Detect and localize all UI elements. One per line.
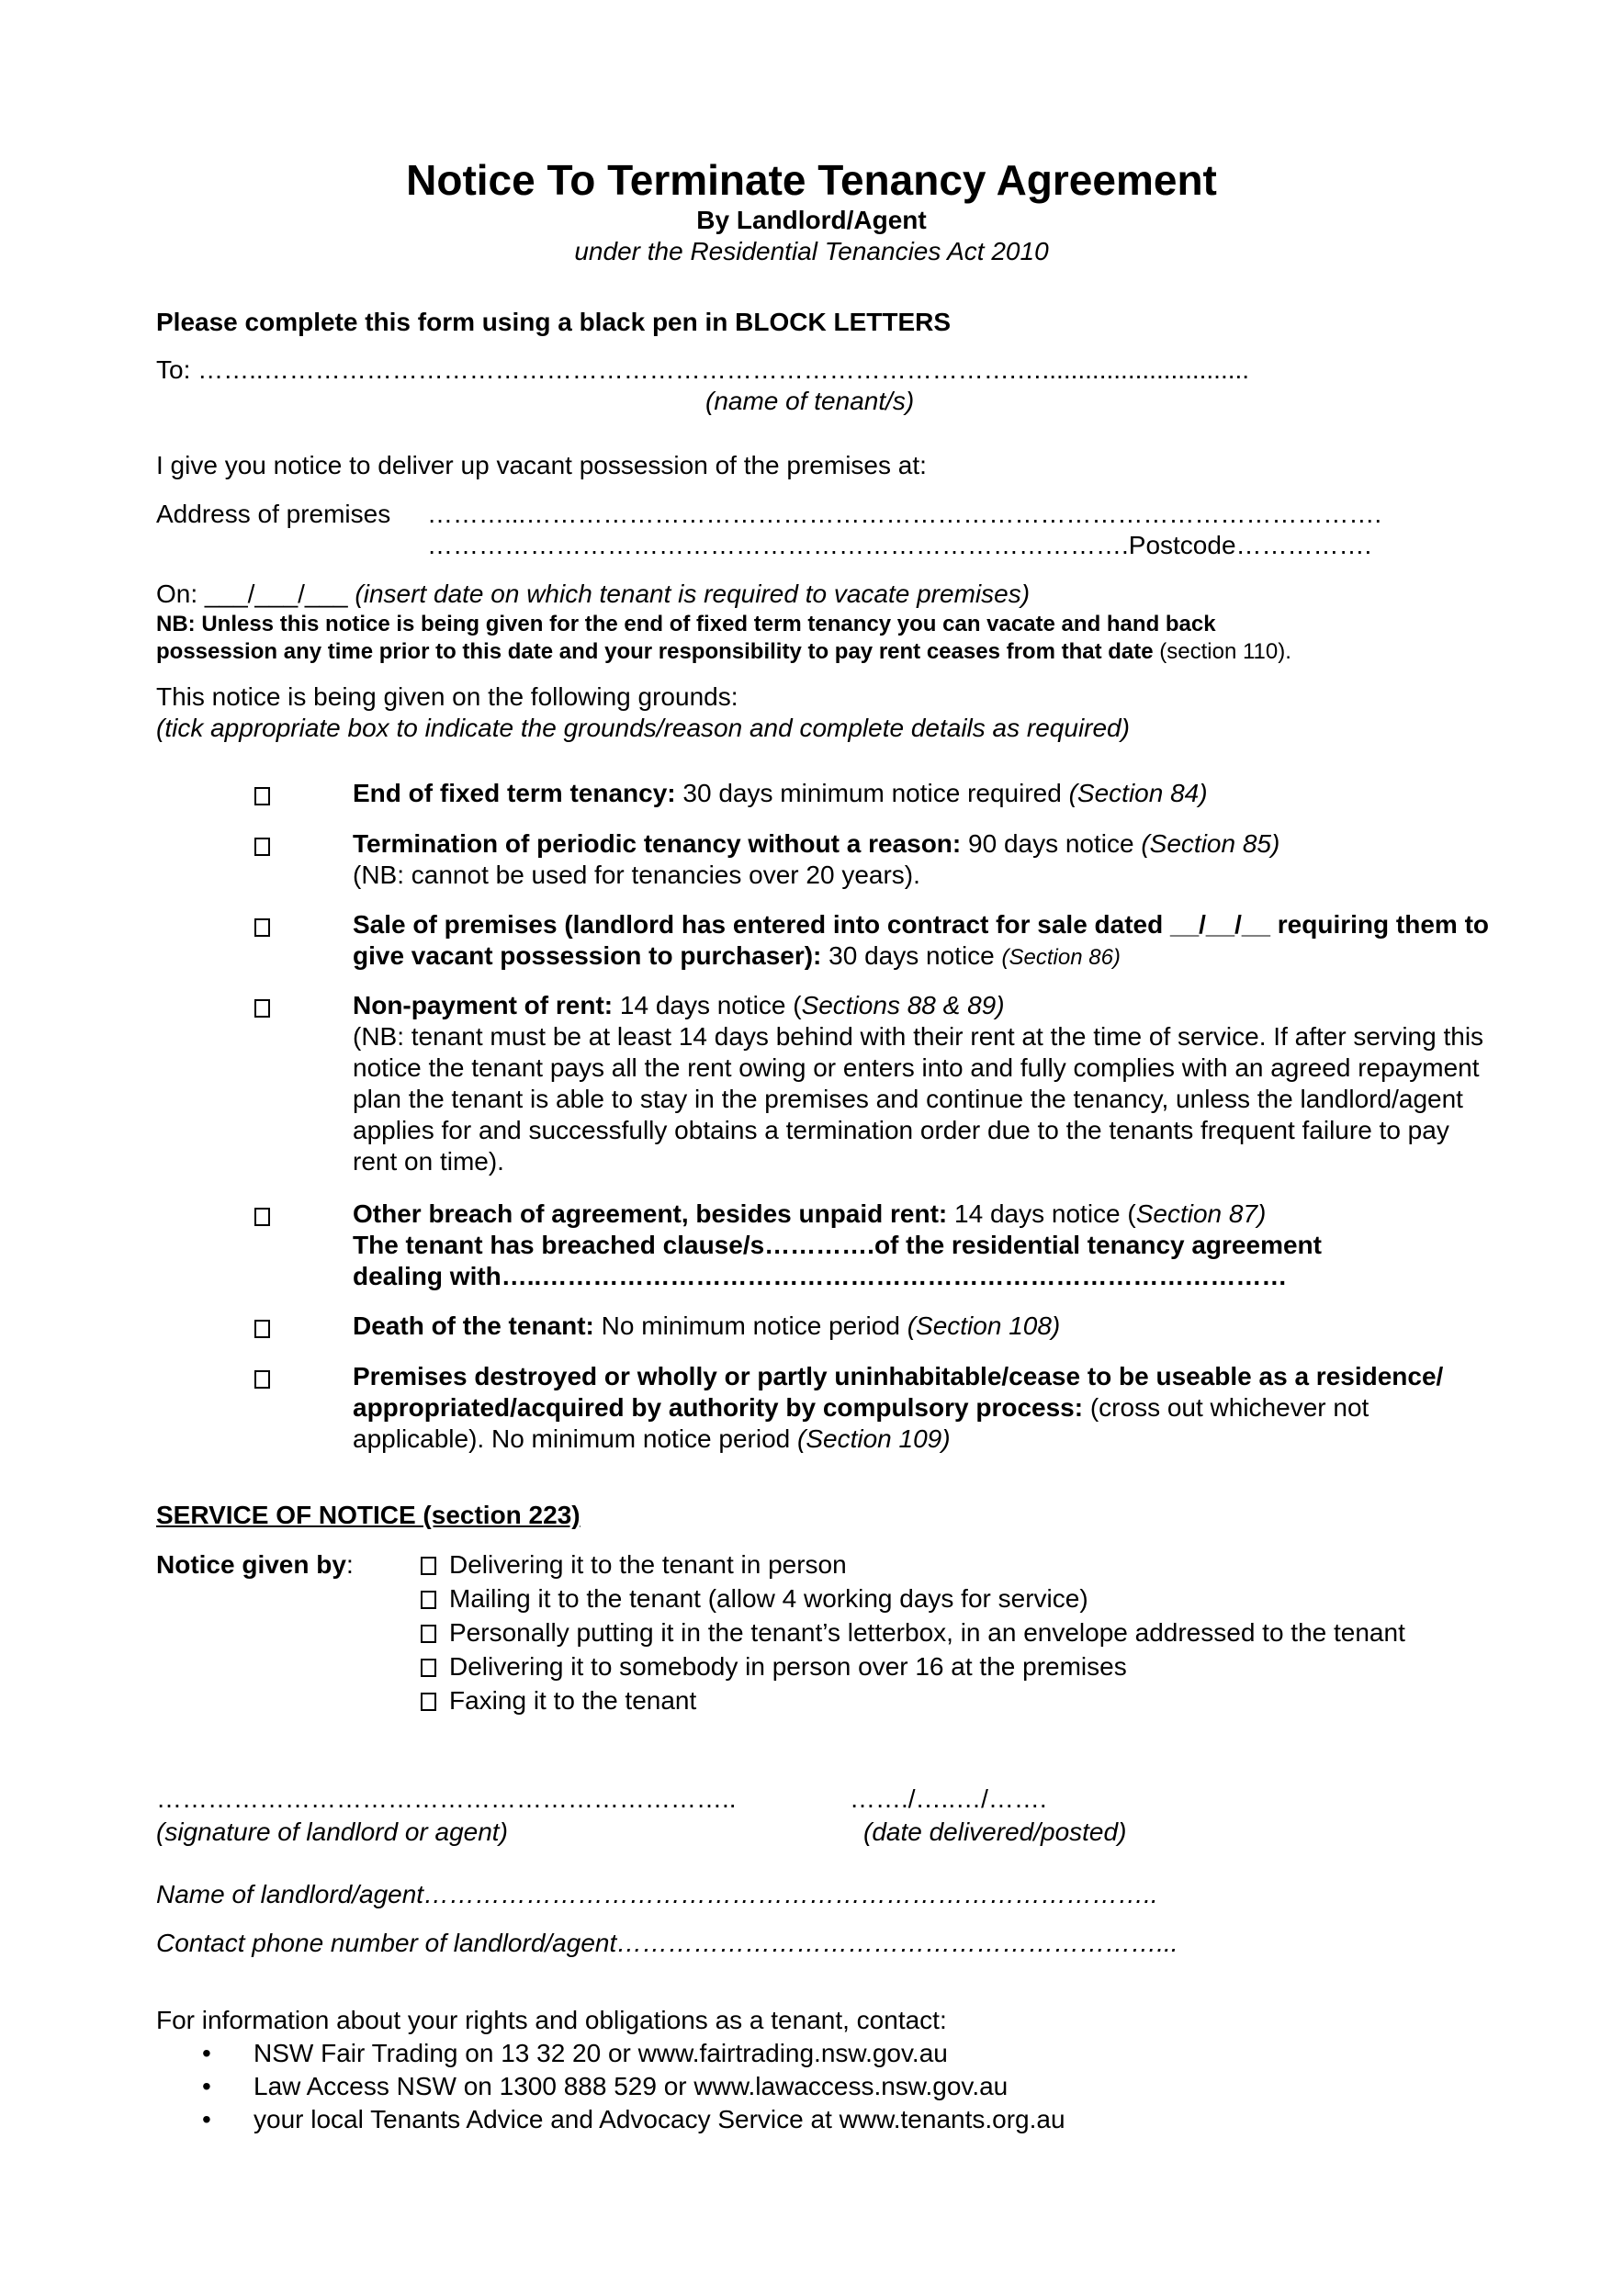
act-reference: under the Residential Tenancies Act 2010 <box>574 237 1049 265</box>
ground-5-section: Section 87) <box>1135 1199 1267 1228</box>
ground-7-title: Premises destroyed or wholly or partly uninhabitable/cease to be useable as a residence/ appropriated/acquired by authority by compulsory process: <box>353 1362 1444 1422</box>
ground-4-section: Sections 88 & 89) <box>801 991 1005 1019</box>
ground-5-title: Other breach of agreement, besides unpaid rent: <box>353 1199 948 1228</box>
ground-3 <box>353 909 1492 974</box>
ground-1-text: 30 days minimum notice required <box>675 779 1069 807</box>
nb-section-ref: (section 110). <box>1153 639 1291 664</box>
service-option-3-label: Personally putting it in the tenant’s letterbox, in an envelope addressed to the tenant <box>449 1618 1405 1647</box>
notice-given-by-text: Notice given by <box>156 1550 346 1579</box>
ground-6-title: Death of the tenant: <box>353 1311 594 1340</box>
service-heading: SERVICE OF NOTICE (section 223) <box>156 1501 580 1529</box>
on-label: On: <box>156 580 198 608</box>
ground-5 <box>353 1199 1492 1292</box>
bullet-1: • <box>202 2039 211 2067</box>
ground-3-checkbox[interactable] <box>254 918 270 940</box>
ground-5-clause-field[interactable]: The tenant has breached clause/s………….of the residential tenancy agreement <box>353 1231 1322 1259</box>
service-option-2-label: Mailing it to the tenant (allow 4 working days for service) <box>449 1584 1088 1613</box>
ground-7-text: (cross out whichever not applicable). No minimum notice period <box>353 1393 1369 1453</box>
signature-field[interactable]: ………………………………………………………….. <box>156 1784 737 1813</box>
notice-given-by-label <box>156 1549 354 1581</box>
possession-text: I give you notice to deliver up vacant possession of the premises at: <box>156 451 927 479</box>
to-dots: ……..…………………………………………………………………………….…............................. <box>197 355 1250 384</box>
info-tenants-advice: your local Tenants Advice and Advocacy Service at www.tenants.org.au <box>254 2105 1065 2133</box>
ground-7-checkbox[interactable] <box>254 1370 270 1391</box>
service-option-3-checkbox[interactable] <box>421 1625 436 1643</box>
ground-2 <box>353 828 1492 891</box>
ground-6 <box>353 1311 1492 1342</box>
ground-4-note: (NB: tenant must be at least 14 days behind with their rent at the time of service. If after serving this notice the tenant pays all the rent owing or enters into and fully complies with an agreed repayment plan the tenant is able to stay in the premises and continue the tenancy, unless the landlord/agent applies for and successfully obtains a termination order due to the tenants frequent failure to pay rent on time). <box>353 1022 1484 1176</box>
to-field[interactable] <box>156 355 1249 386</box>
document-title: Notice To Terminate Tenancy Agreement <box>406 156 1217 204</box>
ground-6-text: No minimum notice period <box>593 1311 907 1340</box>
service-option-5[interactable] <box>421 1685 696 1716</box>
info-law-access: Law Access NSW on 1300 888 529 or www.lawaccess.nsw.gov.au <box>254 2072 1009 2100</box>
landlord-phone-field[interactable]: Contact phone number of landlord/agent………………………………………………………... <box>156 1929 1178 1957</box>
ground-2-text: 90 days notice <box>961 829 1142 858</box>
ground-2-section: (Section 85) <box>1141 829 1280 858</box>
service-option-4-label: Delivering it to somebody in person over 16 at the premises <box>449 1652 1127 1681</box>
service-option-2-checkbox[interactable] <box>421 1591 436 1609</box>
ground-1-title: End of fixed term tenancy: <box>353 779 676 807</box>
info-intro: For information about your rights and obligations as a tenant, contact: <box>156 2006 947 2034</box>
ground-3-title: Sale of premises (landlord has entered into contract for sale dated __/__/__ requiring them to give vacant possession to purchaser): <box>353 910 1489 970</box>
ground-4-text: 14 days notice ( <box>613 991 802 1019</box>
signature-caption: (signature of landlord or agent) <box>156 1818 508 1846</box>
ground-2-note: (NB: cannot be used for tenancies over 20 years). <box>353 861 920 889</box>
service-option-5-checkbox[interactable] <box>421 1693 436 1711</box>
document-subtitle: By Landlord/Agent <box>696 206 927 234</box>
address-label: Address of premises <box>156 500 391 528</box>
ground-4-checkbox[interactable] <box>254 999 270 1020</box>
ground-5-dealing-field[interactable]: dealing with…..…………………………………………………………………………… <box>353 1262 1288 1290</box>
bullet-2: • <box>202 2072 211 2100</box>
vacate-date-field[interactable]: ___/___/___ <box>204 580 348 608</box>
nb-line-1: NB: Unless this notice is being given for the end of fixed term tenancy you can vacate and hand back <box>156 612 1216 636</box>
service-option-4[interactable] <box>421 1651 1127 1683</box>
service-option-2[interactable] <box>421 1583 1088 1615</box>
nb-line-2 <box>156 637 1291 667</box>
landlord-name-field[interactable]: Name of landlord/agent………………………………………………………………………….. <box>156 1880 1158 1908</box>
bullet-3: • <box>202 2105 211 2133</box>
date-delivered-caption: (date delivered/posted) <box>863 1818 1127 1846</box>
ground-3-text: 30 days notice <box>821 941 1002 970</box>
instructions: Please complete this form using a black pen in BLOCK LETTERS <box>156 308 952 336</box>
address-line-2[interactable]: ……………………………………………………………………….Postcode……………. <box>427 531 1372 559</box>
ground-1-section: (Section 84) <box>1068 779 1208 807</box>
service-option-1[interactable] <box>421 1549 847 1581</box>
vacate-date-row <box>156 579 1030 610</box>
ground-3-section: (Section 86) <box>1001 945 1121 970</box>
ground-2-checkbox[interactable] <box>254 838 270 859</box>
ground-1-checkbox[interactable] <box>254 787 270 808</box>
service-option-1-label: Delivering it to the tenant in person <box>449 1550 847 1579</box>
date-delivered-field[interactable]: ……./…..…/……. <box>850 1784 1047 1813</box>
service-option-1-checkbox[interactable] <box>421 1557 436 1575</box>
notice-given-by-colon: : <box>345 1550 354 1579</box>
grounds-intro: This notice is being given on the following grounds: <box>156 682 738 711</box>
grounds-hint: (tick appropriate box to indicate the grounds/reason and complete details as required) <box>156 714 1130 742</box>
to-label: To: <box>156 355 191 384</box>
service-option-4-checkbox[interactable] <box>421 1659 436 1677</box>
ground-7-section: (Section 109) <box>797 1424 951 1453</box>
info-fair-trading: NSW Fair Trading on 13 32 20 or www.fairtrading.nsw.gov.au <box>254 2039 948 2067</box>
ground-7 <box>353 1361 1492 1455</box>
ground-5-text: 14 days notice ( <box>947 1199 1136 1228</box>
nb-line-2-bold: possession any time prior to this date and your responsibility to pay rent ceases from that date <box>156 639 1154 664</box>
ground-4-title: Non-payment of rent: <box>353 991 614 1019</box>
tenant-name-caption: (name of tenant/s) <box>705 387 915 415</box>
ground-4 <box>353 990 1492 1177</box>
ground-5-checkbox[interactable] <box>254 1208 270 1229</box>
ground-1 <box>353 778 1492 809</box>
ground-2-title: Termination of periodic tenancy without a reason: <box>353 829 962 858</box>
ground-6-checkbox[interactable] <box>254 1320 270 1341</box>
service-option-3[interactable] <box>421 1617 1405 1649</box>
vacate-date-hint: (insert date on which tenant is required to vacate premises) <box>355 580 1031 608</box>
address-line-1[interactable]: ………...………………………………………………………………………………………. <box>427 500 1382 528</box>
service-option-5-label: Faxing it to the tenant <box>449 1686 697 1715</box>
ground-6-section: (Section 108) <box>907 1311 1061 1340</box>
